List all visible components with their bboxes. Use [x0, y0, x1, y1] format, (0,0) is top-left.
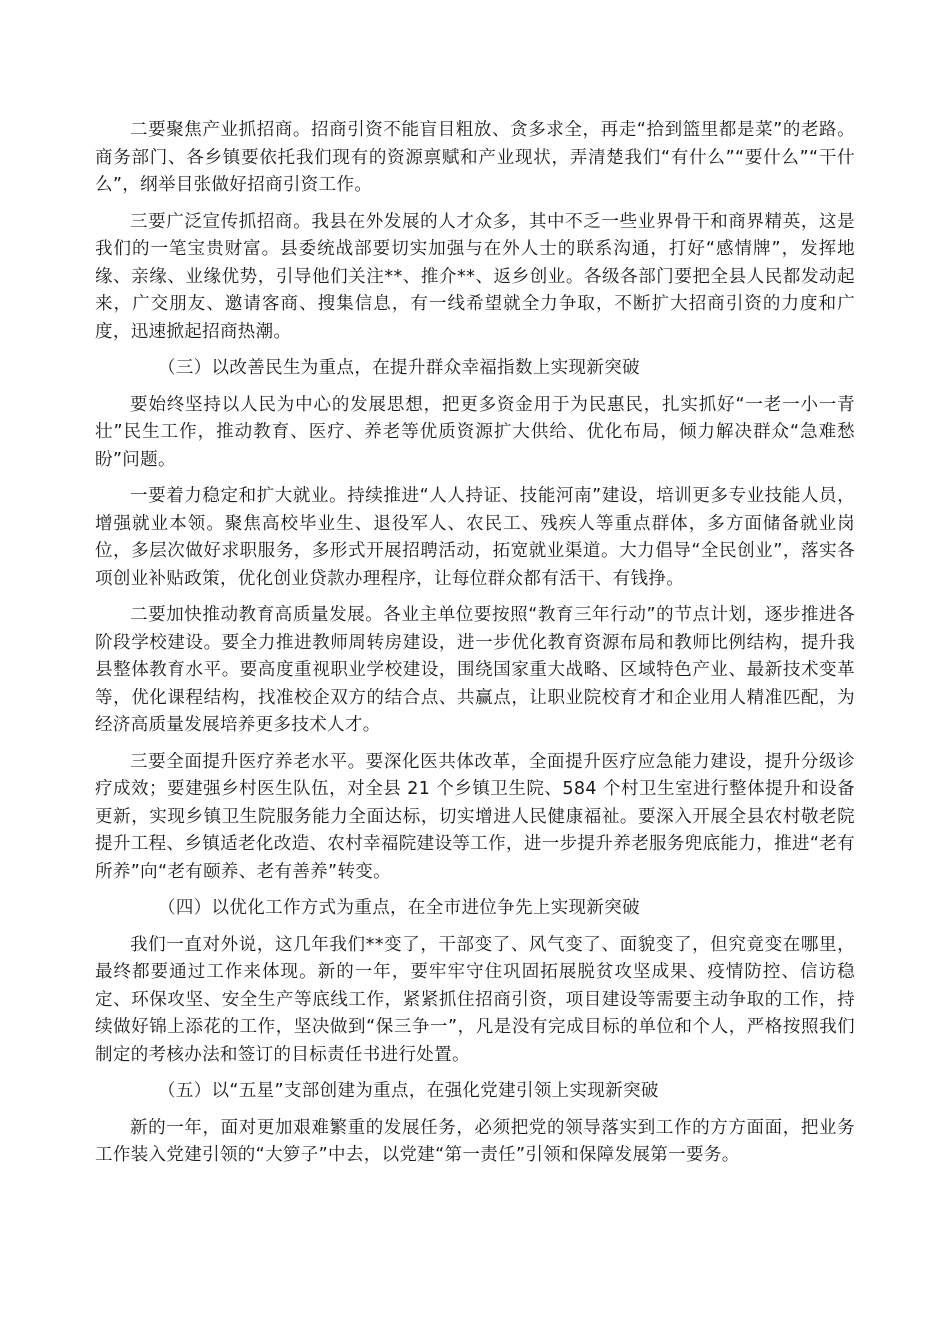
paragraph-publicity-investment: 三要广泛宣传抓招商。我县在外发展的人才众多，其中不乏一些业界骨干和商界精英，这是我们的一笔宝贵财富。县委统战部要切实加强与在外人士的联系沟通，打好“感情牌”，发挥地缘、亲缘、业缘优势，引导他们关注**、推介**、返乡创业。各级各部门要把全县人民都发动起来，广交朋友、邀请客商、搜集信息，有一线希望就全力争取，不断扩大招商引资的力度和广度，迅速掀起招商热潮。	[95, 211, 855, 342]
paragraph-party-building: 新的一年，面对更加艰难繁重的发展任务，必须把党的领导落实到工作的方方面面，把业务工作装入党建引领的“大箩子”中去，以党建“第一责任”引领和保障发展第一要务。	[95, 1117, 855, 1165]
section-heading-3: （三）以改善民生为重点，在提升群众幸福指数上实现新突破	[158, 358, 640, 378]
section-heading-5: （五）以“五星”支部创建为重点，在强化党建引领上实现新突破	[158, 1081, 659, 1101]
section-heading-4: （四）以优化工作方式为重点，在全市进位争先上实现新突破	[158, 898, 640, 918]
paragraph-industry-investment: 二要聚焦产业抓招商。招商引资不能盲目粗放、贪多求全，再走“拾到篮里都是菜”的老路。商务部门、各乡镇要依托我们现有的资源禀赋和产业现状，弄清楚我们“有什么”“要什么”“干什么”，纲举目张做好招商引资工作。	[95, 120, 855, 195]
paragraph-medical-elderly: 三要全面提升医疗养老水平。要深化医共体改革，全面提升医疗应急能力建设，提升分级诊疗成效；要建强乡村医生队伍，对全县 21 个乡镇卫生院、584 个村卫生室进行整体提升和设备更新，实现乡镇卫生院服务能力全面达标，切实增进人民健康福祉。要深入开展全县农村敬老院提升工程、乡镇适老化改造、农村幸福院建设等工作，进一步提升养老服务兜底能力，推进“老有所养”向“老有颐养、老有善养”转变。	[95, 751, 855, 882]
paragraph-livelihood-intro: 要始终坚持以人民为中心的发展思想，把更多资金用于为民惠民，扎实抓好“一老一小一青壮”民生工作，推动教育、医疗、养老等优质资源扩大供给、优化布局，倾力解决群众“急难愁盼”问题。	[95, 394, 855, 470]
paragraph-work-style: 我们一直对外说，这几年我们**变了，干部变了、风气变了、面貌变了，但究竟变在哪里，最终都要通过工作来体现。新的一年，要牢牢守住巩固拓展脱贫攻坚成果、疫情防控、信访稳定、环保攻坚、安全生产等底线工作，紧紧抓住招商引资，项目建设等需要主动争取的工作，持续做好锦上添花的工作，坚决做到“保三争一”，凡是没有完成目标的单位和个人，严格按照我们制定的考核办法和签订的目标责任书进行处置。	[95, 934, 855, 1065]
document-body	[95, 117, 855, 1179]
paragraph-education: 二要加快推动教育高质量发展。各业主单位要按照“教育三年行动”的节点计划，逐步推进各阶段学校建设。要全力推进教师周转房建设，进一步优化教育资源布局和教师比例结构，提升我县整体教育水平。要高度重视职业学校建设，围绕国家重大战略、区域特色产业、最新技术变革等，优化课程结构，找准校企双方的结合点、共赢点，让职业院校育才和企业用人精准匹配，为经济高质量发展培养更多技术人才。	[95, 605, 855, 735]
paragraph-employment: 一要着力稳定和扩大就业。持续推进“人人持证、技能河南”建设，培训更多专业技能人员，增强就业本领。聚焦高校毕业生、退役军人、农民工、残疾人等重点群体，多方面储备就业岗位，多层次做好求职服务，多形式开展招聘活动，拓宽就业渠道。大力倡导“全民创业”，落实各项创业补贴政策，优化创业贷款办理程序，让每位群众都有活干、有钱挣。	[95, 486, 855, 589]
